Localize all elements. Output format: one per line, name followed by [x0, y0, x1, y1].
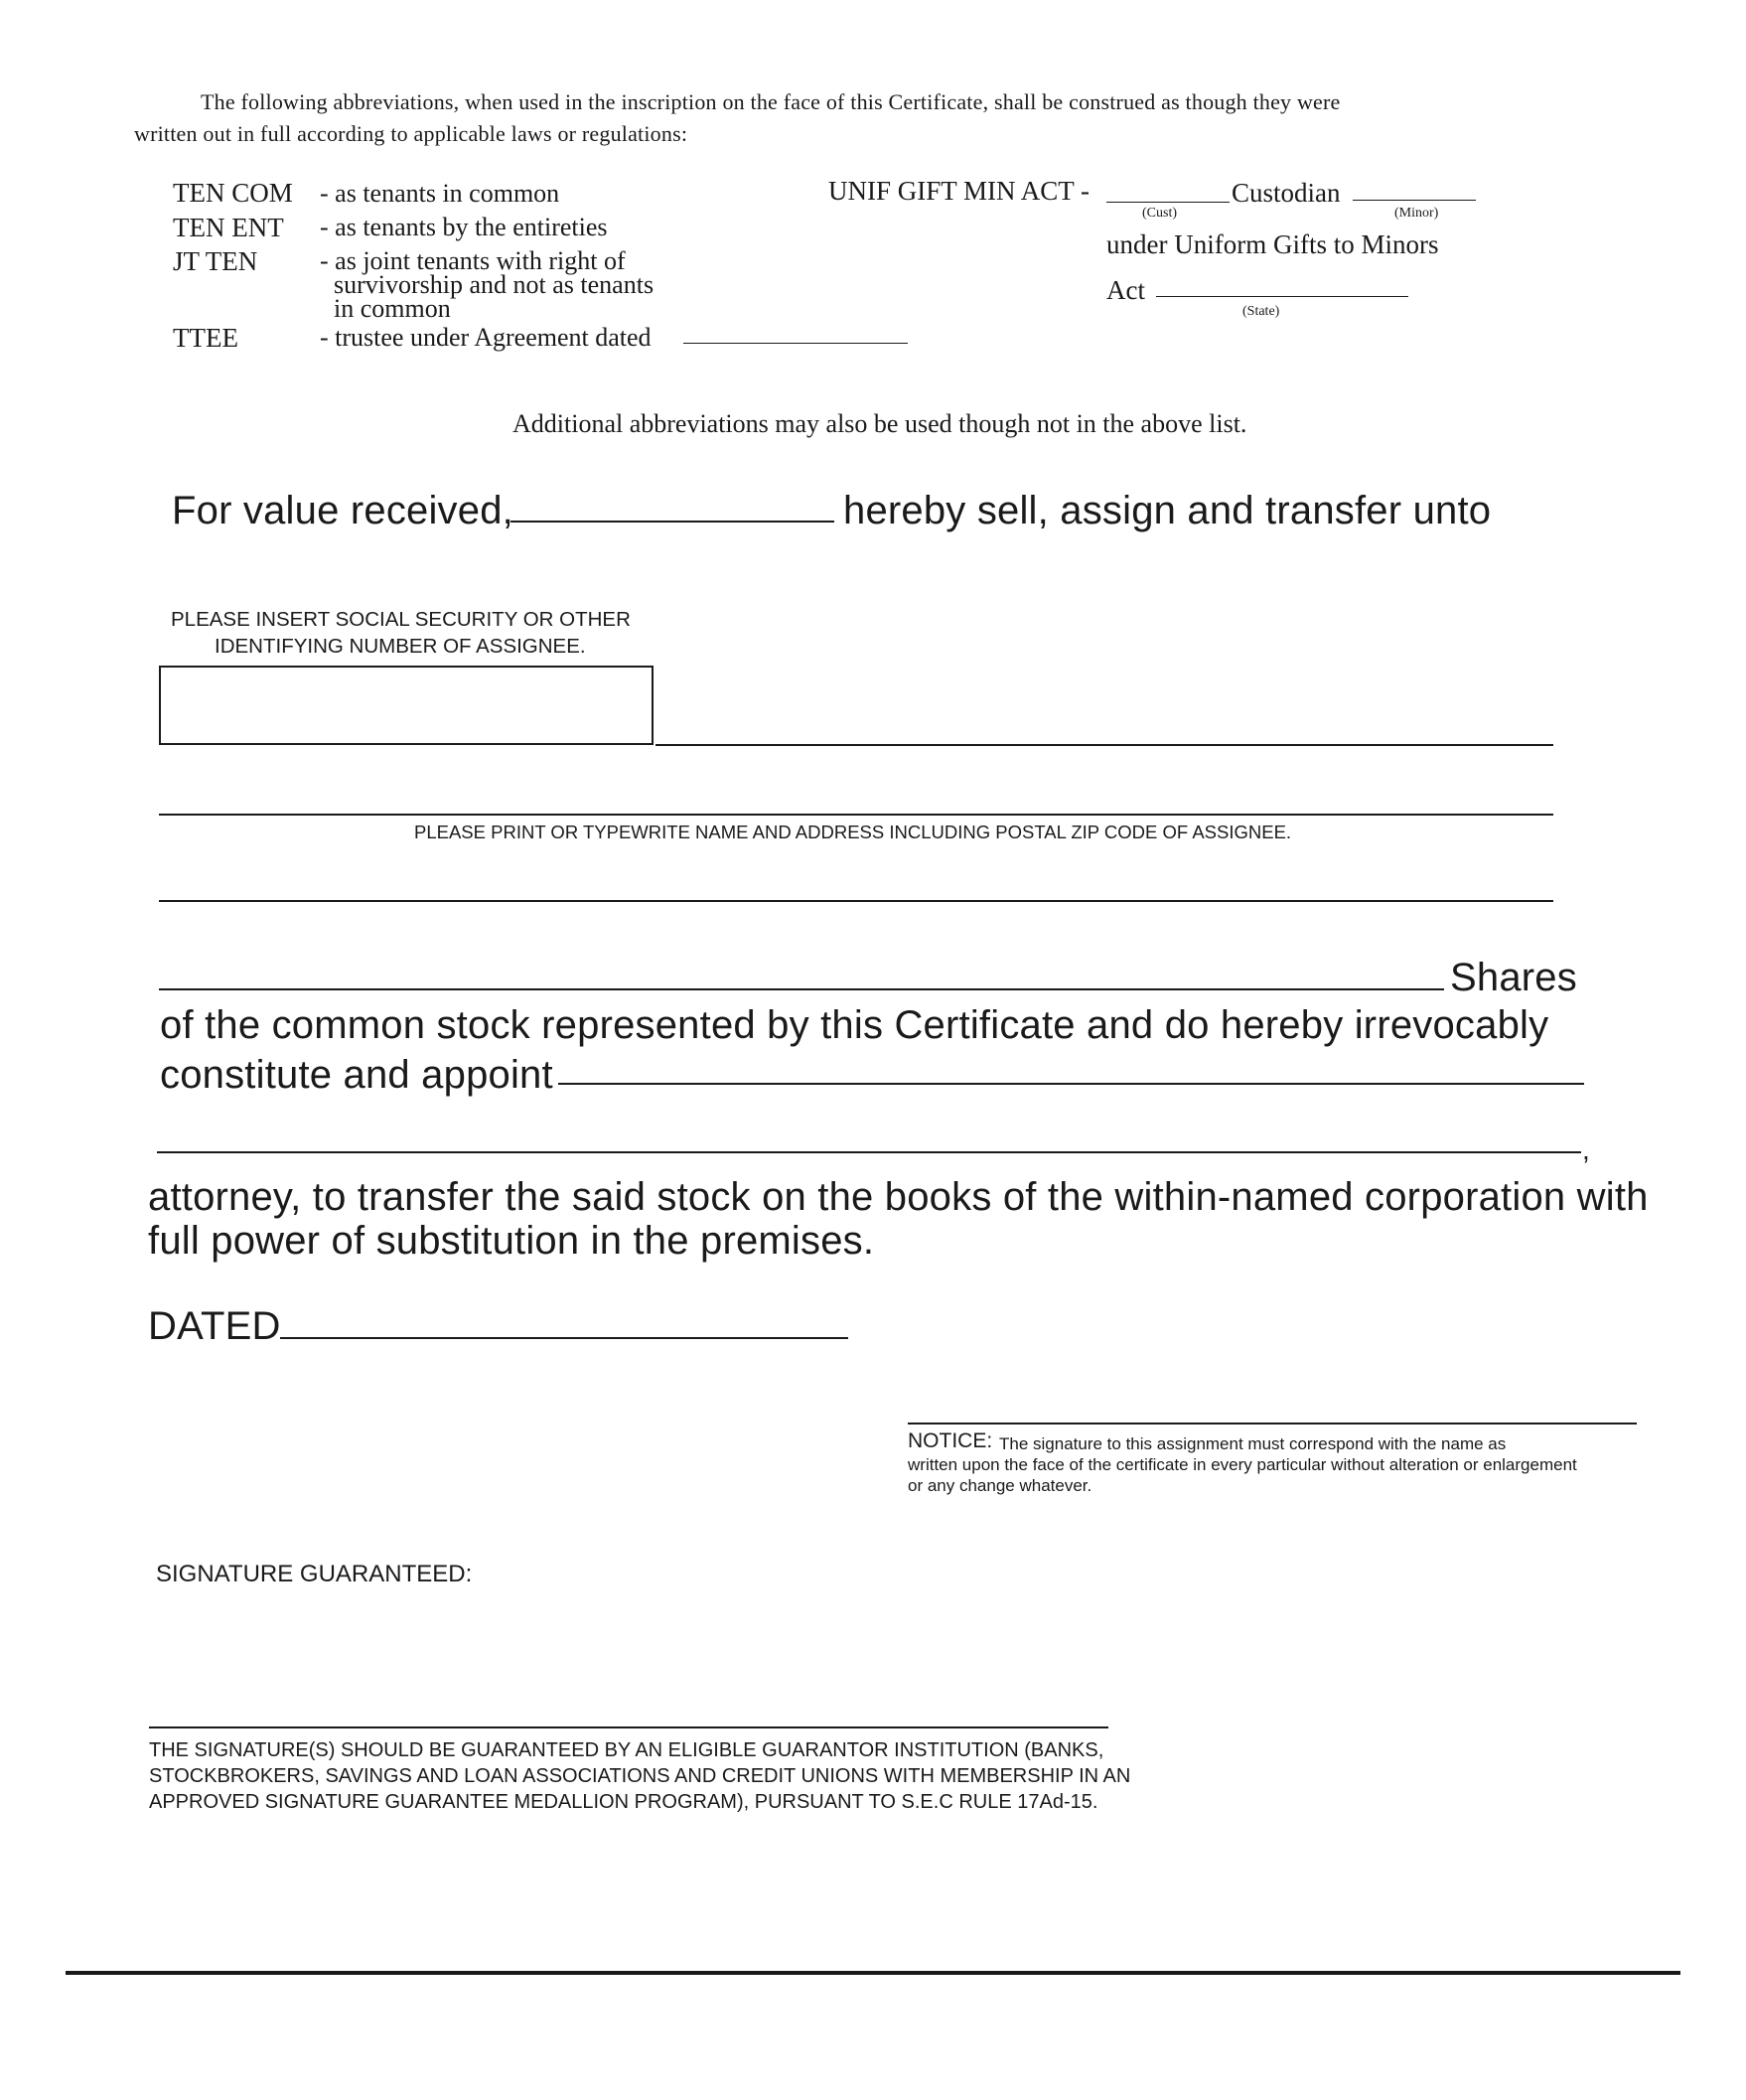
attorney-name-line[interactable]	[558, 1083, 1584, 1085]
additional-abbreviations-note: Additional abbreviations may also be used though not in the above list.	[512, 409, 1247, 438]
notice-text-3: or any change whatever.	[908, 1476, 1092, 1495]
dated-label: DATED	[148, 1304, 281, 1348]
intro-line-2: written out in full according to applicable laws or regulations:	[134, 121, 688, 146]
abbr-desc-ten-ent: - as tenants by the entireties	[320, 213, 608, 241]
custodian-label: Custodian	[1232, 178, 1341, 208]
attorney-text-2: full power of substitution in the premises.	[148, 1219, 875, 1263]
abbr-desc-jt-ten-2: survivorship and not as tenants	[334, 270, 655, 299]
abbr-desc-jt-ten-1: - as joint tenants with right of	[320, 246, 626, 275]
abbr-desc-ten-com: - as tenants in common	[320, 179, 560, 208]
abbr-code-ttee: TTEE	[173, 323, 238, 353]
attorney-comma: ,	[1582, 1134, 1590, 1165]
assignee-line-1[interactable]	[655, 744, 1553, 746]
abbr-desc-jt-ten-3: in common	[334, 294, 451, 323]
state-line[interactable]	[1156, 296, 1408, 297]
ssn-instruction-2: IDENTIFYING NUMBER OF ASSIGNEE.	[215, 635, 586, 658]
notice-text-1: The signature to this assignment must correspond with the name as	[999, 1434, 1507, 1453]
ssn-instruction-1: PLEASE INSERT SOCIAL SECURITY OR OTHER	[171, 608, 631, 631]
ttee-date-line[interactable]	[683, 343, 908, 344]
minor-line[interactable]	[1353, 200, 1476, 201]
assignee-address-line[interactable]	[159, 900, 1553, 902]
minor-caption: (Minor)	[1394, 206, 1439, 221]
bottom-divider	[66, 1971, 1680, 1975]
abbr-code-jt-ten: JT TEN	[173, 246, 258, 276]
ssn-input-box[interactable]	[159, 666, 654, 745]
gift-act-label: UNIF GIFT MIN ACT -	[828, 176, 1091, 206]
assignee-line-2[interactable]	[159, 814, 1553, 816]
notice-label: NOTICE:	[908, 1429, 993, 1452]
attorney-text-1: attorney, to transfer the said stock on the books of the within-named corporation with	[148, 1175, 1649, 1219]
guarantee-text-2: STOCKBROKERS, SAVINGS AND LOAN ASSOCIATIONS AND CREDIT UNIONS WITH MEMBERSHIP IN AN	[149, 1765, 1131, 1787]
cust-line[interactable]	[1106, 202, 1230, 203]
common-stock-text: of the common stock represented by this Certificate and do hereby irrevocably	[160, 1003, 1549, 1047]
attorney-name-line-2[interactable]	[157, 1151, 1581, 1153]
guarantee-text-3: APPROVED SIGNATURE GUARANTEE MEDALLION PROGRAM), PURSUANT TO S.E.C RULE 17Ad-15.	[149, 1791, 1098, 1813]
abbr-code-ten-com: TEN COM	[173, 178, 293, 208]
state-caption: (State)	[1242, 304, 1280, 319]
act-label: Act	[1106, 275, 1145, 305]
cust-caption: (Cust)	[1142, 206, 1177, 221]
shares-count-line[interactable]	[159, 988, 1444, 990]
intro-line-1: The following abbreviations, when used in the inscription on the face of this Certificate, shall be construed as though they were	[201, 89, 1341, 114]
abbr-desc-ttee: - trustee under Agreement dated	[320, 323, 652, 352]
dated-line[interactable]	[280, 1337, 848, 1339]
signature-line[interactable]	[908, 1423, 1637, 1425]
notice-text-2: written upon the face of the certificate in every particular without alteration or enlargement	[908, 1455, 1577, 1474]
hereby-sell-text: hereby sell, assign and transfer unto	[843, 489, 1492, 532]
ugma-under-line: under Uniform Gifts to Minors	[1106, 229, 1439, 259]
guarantor-signature-line[interactable]	[149, 1726, 1108, 1728]
assignor-name-line[interactable]	[510, 521, 834, 523]
guarantee-text-1: THE SIGNATURE(S) SHOULD BE GUARANTEED BY AN ELIGIBLE GUARANTOR INSTITUTION (BANKS,	[149, 1739, 1104, 1761]
constitute-appoint-text: constitute and appoint	[160, 1053, 553, 1097]
print-name-caption: PLEASE PRINT OR TYPEWRITE NAME AND ADDRESS INCLUDING POSTAL ZIP CODE OF ASSIGNEE.	[414, 822, 1292, 842]
for-value-received: For value received,	[172, 489, 513, 532]
signature-guaranteed-label: SIGNATURE GUARANTEED:	[156, 1561, 473, 1587]
shares-label: Shares	[1450, 956, 1577, 999]
abbr-code-ten-ent: TEN ENT	[173, 213, 284, 242]
